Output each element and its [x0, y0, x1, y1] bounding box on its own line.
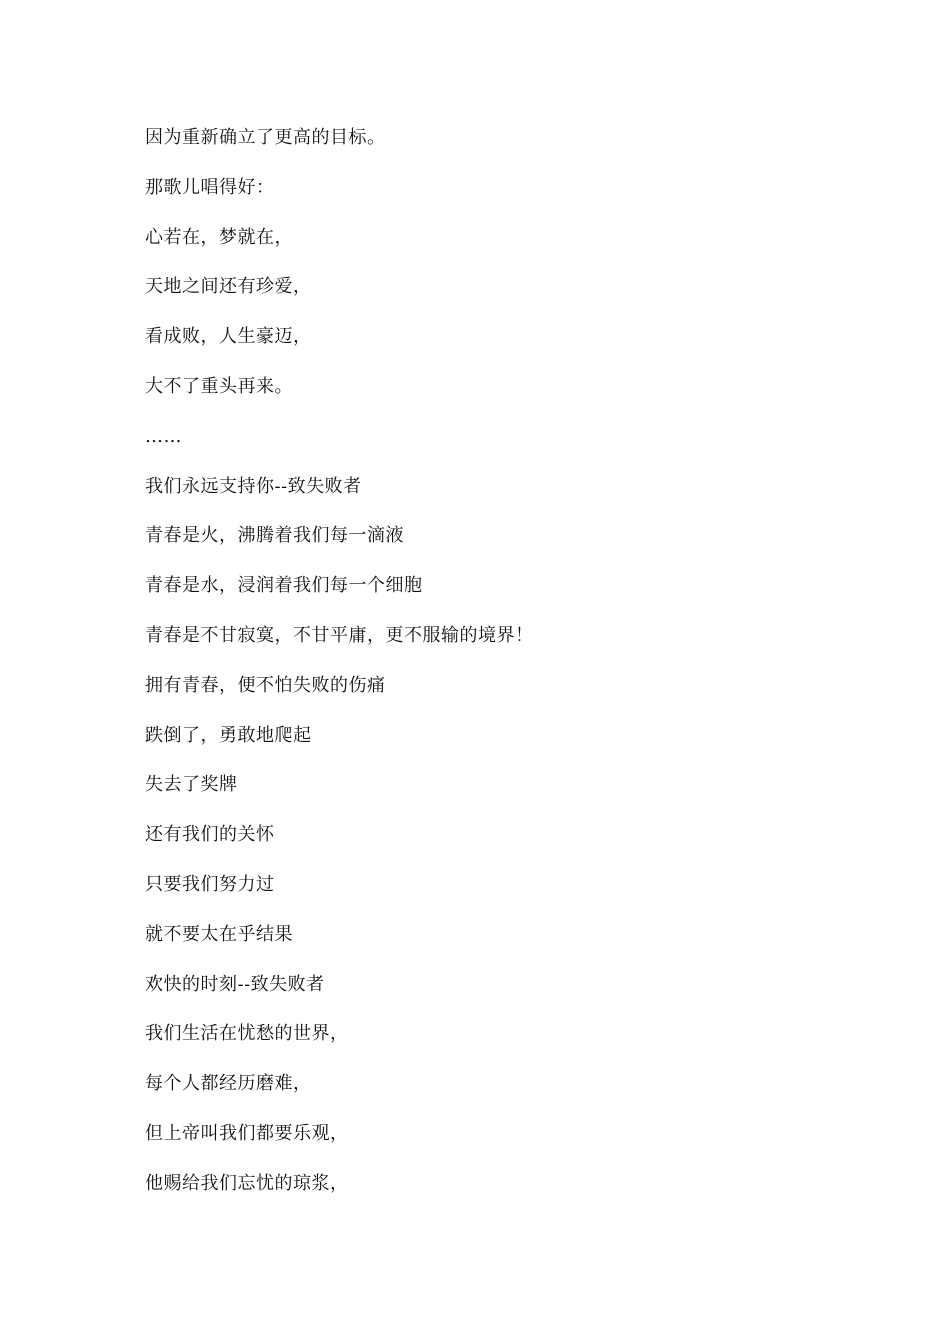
ellipsis-line: ……: [145, 425, 182, 447]
text-line: 大不了重头再来。: [145, 375, 293, 397]
text-line: 心若在，梦就在，: [145, 226, 293, 248]
text-line: 青春是不甘寂寞，不甘平庸，更不服输的境界！: [145, 624, 534, 646]
text-line: 看成败，人生豪迈，: [145, 326, 312, 348]
section-title: 我们永远支持你--致失败者: [145, 475, 362, 497]
text-line: 他赐给我们忘忧的琼浆，: [145, 1172, 349, 1194]
text-line: 就不要太在乎结果: [145, 923, 293, 945]
text-line: 那歌儿唱得好：: [145, 176, 275, 198]
text-line: 因为重新确立了更高的目标。: [145, 127, 386, 148]
text-line: 天地之间还有珍爱，: [145, 276, 312, 298]
text-line: 跌倒了，勇敢地爬起: [145, 724, 312, 746]
text-line: 我们生活在忧愁的世界，: [145, 1023, 349, 1045]
section-title: 欢快的时刻--致失败者: [145, 973, 325, 995]
text-line: 青春是火，沸腾着我们每一滴液: [145, 525, 404, 547]
text-line: 但上帝叫我们都要乐观，: [145, 1122, 349, 1144]
text-line: 青春是水，浸润着我们每一个细胞: [145, 575, 423, 597]
text-line: 每个人都经历磨难，: [145, 1073, 312, 1095]
text-line: 只要我们努力过: [145, 873, 275, 895]
text-line: 拥有青春，便不怕失败的伤痛: [145, 674, 386, 696]
text-line: 失去了奖牌: [145, 774, 238, 796]
poem-text-column: [145, 126, 845, 1222]
text-line: 还有我们的关怀: [145, 824, 275, 846]
